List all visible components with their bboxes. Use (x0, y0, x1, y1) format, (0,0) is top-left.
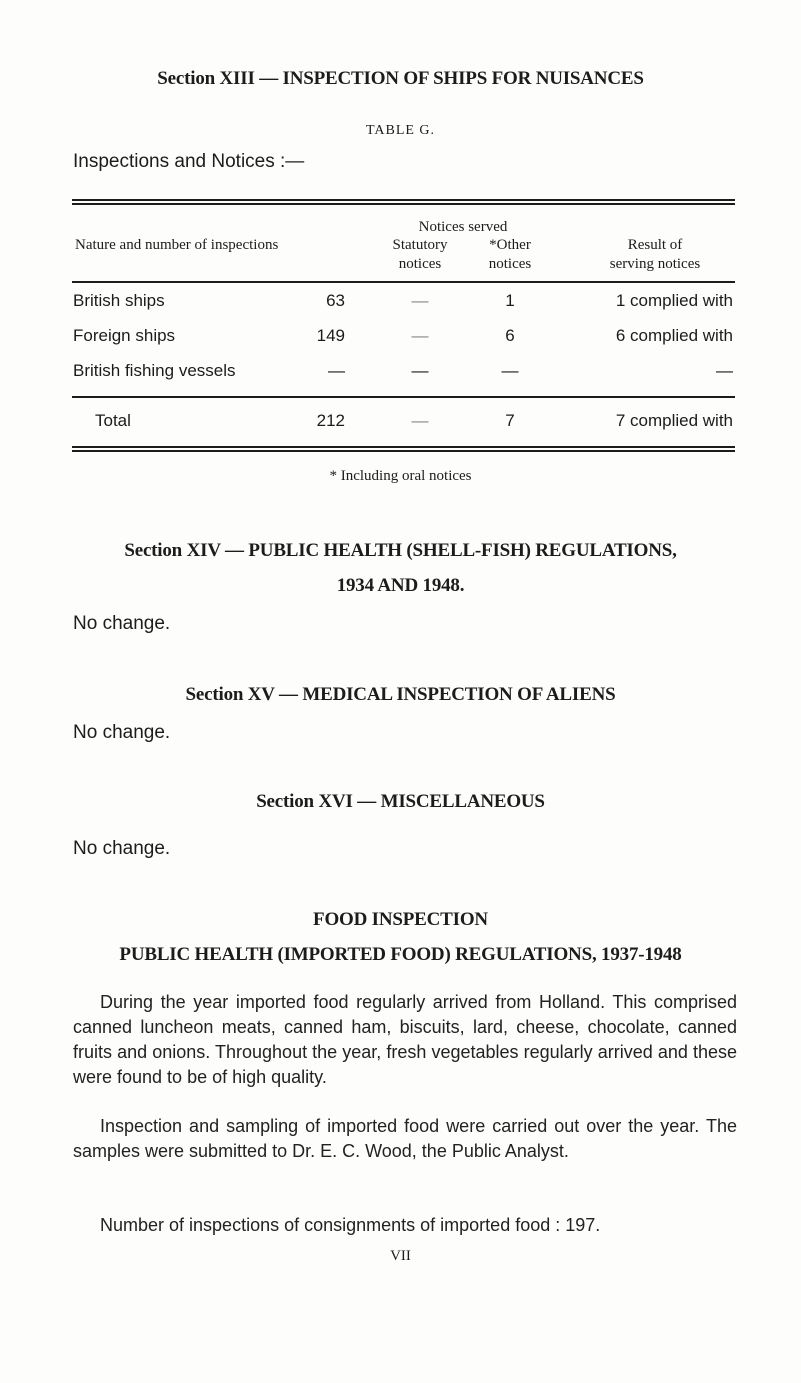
food-paragraph-2: Inspection and sampling of imported food were carried out over the year. The samples were submitted to Dr. E. C. Wood, the Public Analyst. (73, 1116, 737, 1161)
section-14-title-line2: 1934 AND 1948. (336, 575, 465, 596)
section-15-body: No change. (73, 722, 171, 743)
row-statutory: — (411, 326, 429, 345)
header-rule (72, 281, 735, 283)
total-other: 7 (505, 411, 515, 430)
section-16-title: Section XVI — MISCELLANEOUS (256, 791, 545, 812)
table-label: TABLE G. (365, 123, 436, 138)
total-statutory: — (411, 411, 429, 430)
row-nature: British ships (73, 291, 165, 310)
row-result: 1 complied with (615, 291, 733, 310)
header-other-1: *Other (489, 237, 531, 253)
header-notices-served: Notices served (418, 219, 508, 235)
table-bottom-rule (72, 446, 735, 448)
table-bottom-rule-2 (72, 450, 735, 452)
row-result: — (716, 361, 733, 380)
section-15-title: Section XV — MEDICAL INSPECTION OF ALIENS (185, 684, 616, 705)
table-intro: Inspections and Notices :— (73, 151, 305, 172)
header-result-2: serving notices (609, 256, 701, 272)
food-paragraph-3: Number of inspections of consignments of imported food : 197. (100, 1215, 601, 1235)
total-rule (72, 396, 735, 398)
food-title: FOOD INSPECTION (313, 909, 488, 930)
header-other-2: notices (488, 256, 532, 272)
total-result: 7 complied with (615, 411, 733, 430)
header-statutory-2: notices (398, 256, 442, 272)
row-number: 63 (326, 291, 345, 310)
row-other: — (501, 361, 519, 380)
row-result: 6 complied with (615, 326, 733, 345)
table-top-rule-2 (72, 203, 735, 205)
row-nature: Foreign ships (73, 326, 176, 345)
row-other: 6 (505, 326, 515, 345)
header-statutory-1: Statutory (392, 237, 448, 253)
row-other: 1 (505, 291, 515, 310)
row-number: 149 (316, 326, 345, 345)
table-footnote: * Including oral notices (329, 468, 472, 484)
food-subtitle: PUBLIC HEALTH (IMPORTED FOOD) REGULATIONS, 1937-1948 (119, 944, 682, 965)
header-nature: Nature and number of inspections (75, 237, 279, 253)
row-statutory: — (411, 291, 429, 310)
section-14-body: No change. (73, 613, 171, 634)
total-number: 212 (316, 411, 345, 430)
row-nature: British fishing vessels (73, 361, 236, 380)
table-top-rule (72, 199, 735, 201)
row-number: — (328, 361, 345, 380)
section-16-body: No change. (73, 838, 171, 859)
section-14-title-line1: Section XIV — PUBLIC HEALTH (SHELL-FISH) REGULATIONS, (124, 540, 677, 561)
total-label: Total (95, 411, 131, 430)
header-result-1: Result of (627, 237, 683, 253)
section-13-title: Section XIII — INSPECTION OF SHIPS FOR NUISANCES (157, 68, 644, 89)
food-paragraph-1: During the year imported food regularly arrived from Holland. This comprised canned luncheon meats, canned ham, biscuits, lard, cheese, chocolate, canned fruits and onions. Throughout the year, fresh vegetables regularly arrived and these were found to be of high quality. (73, 992, 737, 1087)
row-statutory: — (411, 361, 429, 380)
page-number: VII (390, 1248, 411, 1264)
